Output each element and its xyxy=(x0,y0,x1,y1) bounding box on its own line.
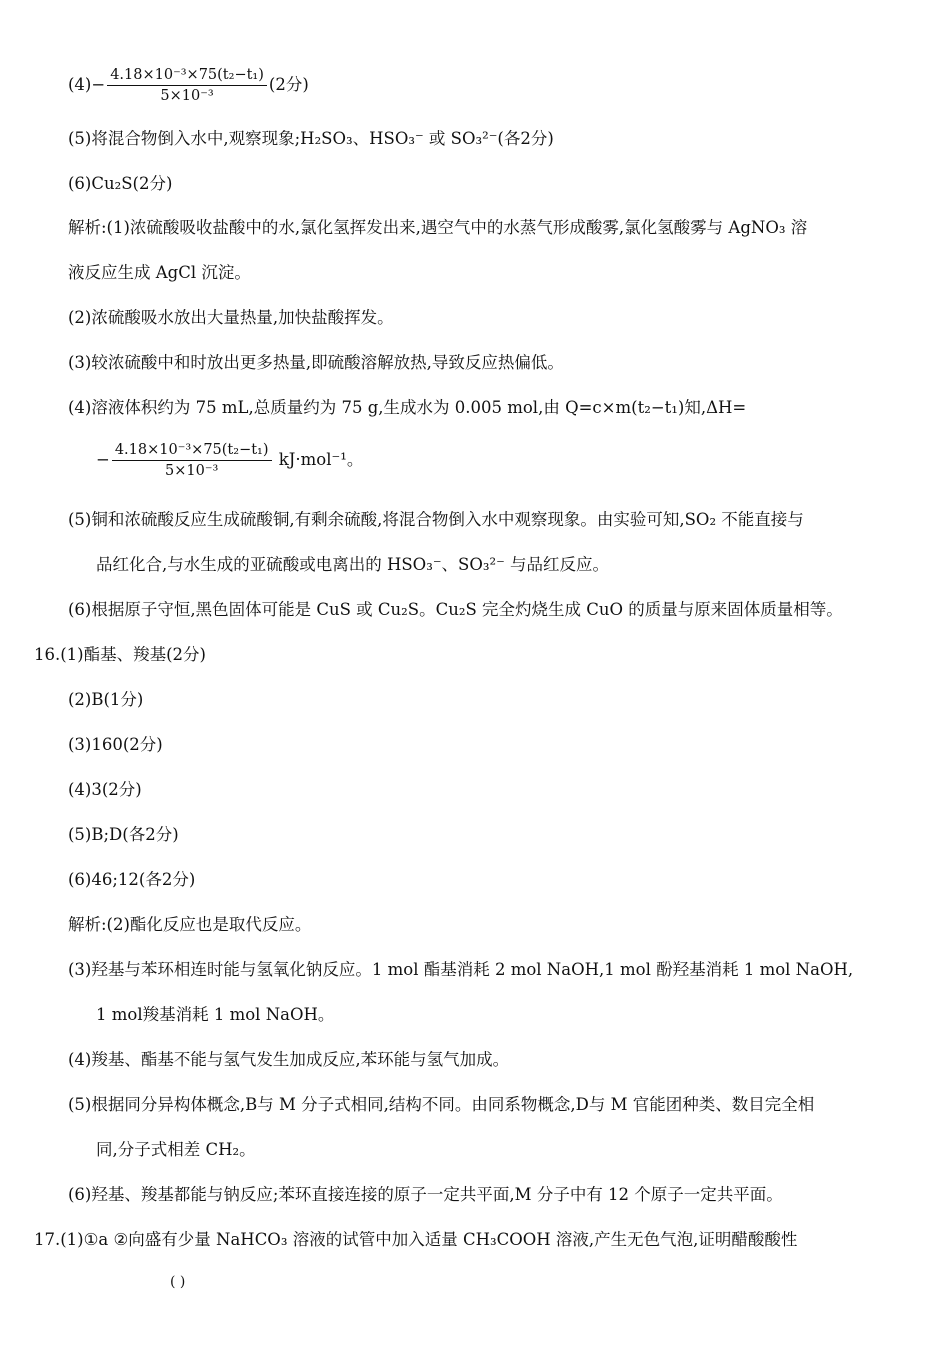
q15-explanation-4-formula: − $\frac{\text{4.18×10⁻³×75(t₂−t₁)}}{\text{5×10⁻³}}$ kJ·mol⁻¹。 xyxy=(96,442,364,479)
q16-explanation-3: (3)羟基与苯环相连时能与氢氧化钠反应。1 mol 酯基消耗 2 mol NaOH,1 mol 酚羟基消耗 1 mol NaOH, xyxy=(68,960,854,979)
q16-answer-2: (2)B(1分) xyxy=(68,690,144,709)
q16-answer-1: 16.(1)酯基、羧基(2分) xyxy=(34,645,206,664)
q15-answer-5: (5)将混合物倒入水中,观察现象;H₂SO₃、HSO₃⁻ 或 SO₃²⁻(各2分) xyxy=(68,129,554,148)
q16-explanation-2: 解析:(2)酯化反应也是取代反应。 xyxy=(68,915,312,934)
q15-explanation-1-cont: 液反应生成 AgCl 沉淀。 xyxy=(68,263,251,282)
q16-explanation-6: (6)羟基、羧基都能与钠反应;苯环直接连接的原子一定共平面,M 分子中有 12 个原子一定共平面。 xyxy=(68,1185,783,1204)
q16-explanation-5-cont: 同,分子式相差 CH₂。 xyxy=(96,1140,256,1159)
q16-answer-3: (3)160(2分) xyxy=(68,735,163,754)
q15-explanation-4: (4)溶液体积约为 75 mL,总质量约为 75 g,生成水为 0.005 mol,由 Q=c×m(t₂−t₁)知,ΔH= xyxy=(68,398,747,417)
q15-answer-4: (4)− $\frac{\text{4.18×10⁻³×75(t₂−t₁)}}{\text{5×10⁻³}}$ (2分) xyxy=(68,67,309,104)
q17-blank: ( ) xyxy=(170,1274,186,1290)
q16-answer-5: (5)B;D(各2分) xyxy=(68,825,179,844)
q16-explanation-4: (4)羧基、酯基不能与氢气发生加成反应,苯环能与氢气加成。 xyxy=(68,1050,510,1069)
q15-explanation-1: 解析:(1)浓硫酸吸收盐酸中的水,氯化氢挥发出来,遇空气中的水蒸气形成酸雾,氯化氢酸雾与 AgNO₃ 溶 xyxy=(68,218,808,237)
q15-explanation-2: (2)浓硫酸吸水放出大量热量,加快盐酸挥发。 xyxy=(68,308,394,327)
q16-answer-4: (4)3(2分) xyxy=(68,780,142,799)
q16-answer-6: (6)46;12(各2分) xyxy=(68,870,196,889)
q15-explanation-3: (3)较浓硫酸中和时放出更多热量,即硫酸溶解放热,导致反应热偏低。 xyxy=(68,353,564,372)
fraction: $\frac{\text{4.18×10⁻³×75(t₂−t₁)}}{\text{5×10⁻³}}$ xyxy=(112,441,272,480)
fraction: $\frac{\text{4.18×10⁻³×75(t₂−t₁)}}{\text{5×10⁻³}}$ xyxy=(107,66,267,105)
q16-explanation-3-cont: 1 mol羧基消耗 1 mol NaOH。 xyxy=(96,1005,335,1024)
q16-explanation-5: (5)根据同分异构体概念,B与 M 分子式相同,结构不同。由同系物概念,D与 M 官能团种类、数目完全相 xyxy=(68,1095,815,1114)
q17-answer-1: 17.(1)①a ②向盛有少量 NaHCO₃ 溶液的试管中加入适量 CH₃COOH 溶液,产生无色气泡,证明醋酸酸性 xyxy=(34,1230,798,1249)
q15-explanation-5-cont: 品红化合,与水生成的亚硫酸或电离出的 HSO₃⁻、SO₃²⁻ 与品红反应。 xyxy=(96,555,610,574)
q15-explanation-6: (6)根据原子守恒,黑色固体可能是 CuS 或 Cu₂S。Cu₂S 完全灼烧生成 CuO 的质量与原来固体质量相等。 xyxy=(68,600,843,619)
q15-answer-6: (6)Cu₂S(2分) xyxy=(68,174,173,193)
q15-explanation-5: (5)铜和浓硫酸反应生成硫酸铜,有剩余硫酸,将混合物倒入水中观察现象。由实验可知,SO₂ 不能直接与 xyxy=(68,510,804,529)
